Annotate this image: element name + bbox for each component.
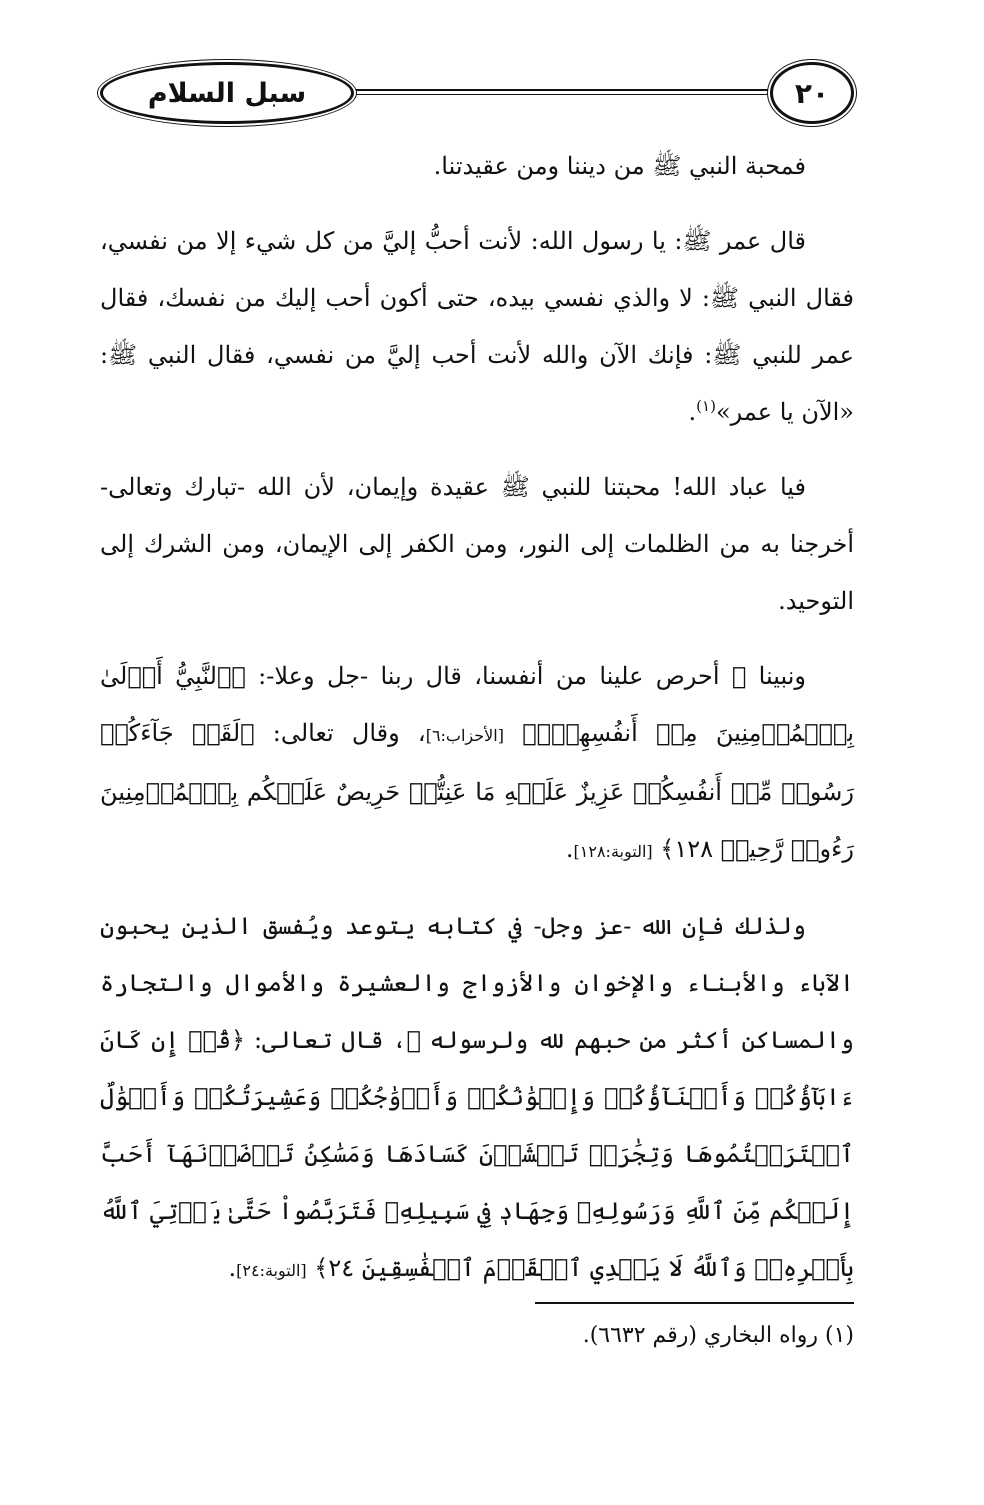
quran-verse-tawba-128: ﴿لَقَدۡ جَآءَكُمۡ رَسُولٞ مِّنۡ أَنفُسِكُمۡ عَزِيزٌ عَلَيۡهِ مَا عَنِتُّمۡ حَرِيصٌ عَلَيۡكُم بِٱلۡمُؤۡمِنِينَ رَءُوفٞ رَّحِيمٞ ١٢٨﴾ — [100, 719, 854, 863]
paragraph-5 — [100, 898, 854, 1299]
page-header — [100, 58, 854, 124]
paragraph-2-text: قال عمر ﷺ: يا رسول الله: لأنت أحبُّ إليَّ من كل شيء إلا من نفسي، فقال النبي ﷺ: لا والذي نفسي بيده، حتى أكون أحب إليك من نفسك، فقال عمر للنبي ﷺ: فإنك الآن والله لأنت أحب إليَّ من نفسي، فقال النبي ﷺ: «الآن يا عمر» — [100, 227, 854, 426]
paragraph-4-mid: ، وقال تعالى: — [254, 719, 426, 747]
paragraph-1: فمحبة النبي ﷺ من ديننا ومن عقيدتنا. — [433, 152, 806, 180]
paragraph-4 — [100, 648, 854, 880]
quran-verse-tawba-24: ﴿قُلۡ إِن كَانَ ءَابَآؤُكُمۡ وَأَبۡنَآؤُكُمۡ وَإِخۡوَٰنُكُمۡ وَأَزۡوَٰجُكُمۡ وَعَشِيرَتُكُمۡ وَأَمۡوَٰلٌ ٱقۡتَرَفۡتُمُوهَا وَتِجَٰرَةٞ تَخۡشَوۡنَ كَسَادَهَا وَمَسَٰكِنُ تَرۡضَوۡنَهَآ أَحَبَّ إِلَيۡكُم مِّنَ ٱللَّهِ وَرَسُولِهِۦ وَجِهَادٖ فِي سَبِيلِهِۦ فَتَرَبَّصُواْ حَتَّىٰ يَأۡتِيَ ٱللَّهُ بِأَمۡرِهِۦۗ وَٱللَّهُ لَا يَهۡدِي ٱلۡقَوۡمَ ٱلۡفَٰسِقِينَ ٢٤﴾ — [100, 1026, 855, 1282]
paragraph-2 — [100, 213, 854, 441]
paragraph-4-tail: . — [565, 835, 574, 863]
page-number: ٢٠ — [770, 62, 854, 124]
paragraph-4-lead: ونبينا ﷺ أحرص علينا من أنفسنا، قال ربنا -جل وعلا-: — [245, 662, 806, 690]
footnote-1: (١) رواه البخاري (رقم ٦٦٣٢). — [582, 1323, 854, 1348]
quran-verse-ahzab: ﴿ٱلنَّبِيُّ أَوۡلَىٰ بِٱلۡمُؤۡمِنِينَ مِنۡ أَنفُسِهِمۡۖ﴾ — [100, 662, 855, 747]
paragraph-2-tail: . — [688, 398, 697, 426]
verse-reference-ahzab: [الأحزاب:٦] — [425, 726, 504, 745]
footnote-separator — [535, 1302, 854, 1304]
paragraph-3: فيا عباد الله! محبتنا للنبي ﷺ عقيدة وإيمان، لأن الله -تبارك وتعالى- أخرجنا به من الظلمات إلى النور، ومن الكفر إلى الإيمان، ومن الشرك إلى التوحيد. — [100, 473, 854, 615]
book-title: سبل السلام — [100, 62, 354, 124]
paragraph-5-tail: . — [228, 1254, 237, 1282]
paragraph-5-lead: ولذلك فإن الله -عز وجل- في كتابه يتوعد ويُفسق الذين يحبون الآباء والأبناء والإخوان والأزواج والعشيرة والأموال والتجارة والمساكن أكثر من حبهم لله ولرسوله ﷺ، قال تعالى: — [100, 912, 854, 1054]
footnote-mark[interactable]: (١) — [696, 397, 716, 415]
verse-reference-tawba-24: [التوبة:٢٤] — [236, 1261, 307, 1280]
page-body — [100, 138, 854, 1299]
verse-reference-tawba-128: [التوبة:١٢٨] — [573, 842, 653, 861]
